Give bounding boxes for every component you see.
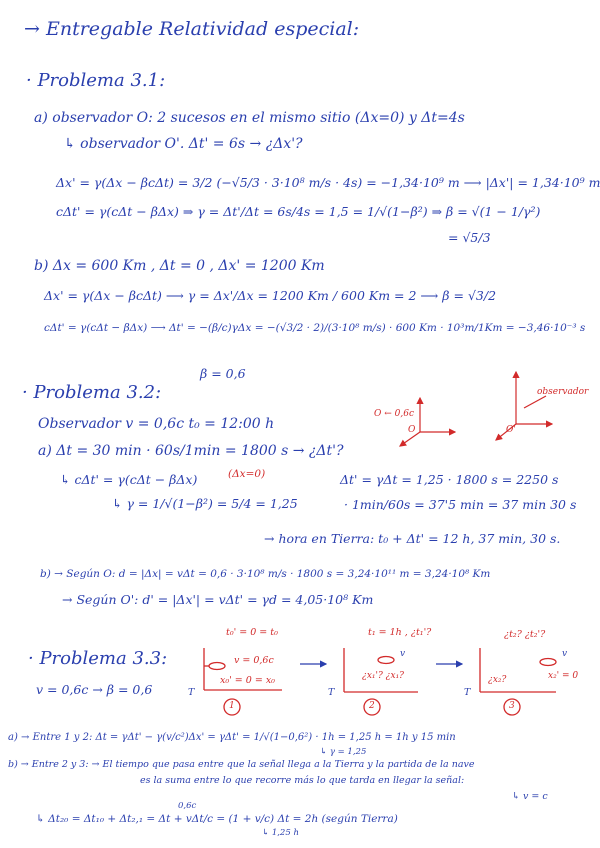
p32-diagram-left-label: O ← 0,6c	[374, 409, 414, 419]
p33-d2-v: v	[400, 649, 406, 659]
p33-d3-axis-label: T	[464, 687, 471, 698]
p33-d2-side: ¿x₁'? ¿x₁?	[362, 671, 405, 681]
p31-b-equation-2: cΔt' = γ(cΔt − βΔx) ⟶ Δt' = −(β/c)γΔx = −(√3/2 · 2)/(3·10⁸ m/s) · 600 Km · 10³m/1Km = −3,46·10⁻³ s	[44, 322, 586, 334]
p32-diagram-right-label: observador	[537, 387, 589, 397]
p33-b-line-2: es la suma entre lo que recorre más lo que tarda en llegar la señal:	[140, 775, 465, 786]
p32-a-result-2: · 1min/60s = 37'5 min = 37 min 30 s	[344, 497, 577, 512]
p33-d2-axis-label: T	[328, 687, 335, 698]
p32-a-equation-1: ↳ cΔt' = γ(cΔt − βΔx)	[60, 472, 198, 487]
p33-d1-velocity: v = 0,6c	[234, 655, 274, 666]
p31-a-question: ↳ observador O'. Δt' = 6s → ¿Δx'?	[64, 136, 303, 152]
p32-a-equation-2: ↳ γ = 1/√(1−β²) = 5/4 = 1,25	[112, 496, 298, 511]
p33-final-sub: ↳ 1,25 h	[262, 828, 299, 838]
p33-given: v = 0,6c → β = 0,6	[36, 682, 153, 697]
p32-b-line-2: → Según O': d' = |Δx'| = vΔt' = γd = 4,05·10⁸ Km	[62, 592, 374, 607]
problem-3-3-heading: · Problema 3.3:	[28, 648, 168, 669]
p33-d3-number: 3	[509, 701, 515, 711]
p33-d3-side: ¿x₂?	[488, 675, 507, 685]
p32-diagram-origin-prime: O'	[506, 425, 516, 435]
p32-observer-line: Observador v = 0,6c t₀ = 12:00 h	[38, 416, 275, 432]
page-title: → Entregable Relatividad especial:	[24, 18, 360, 40]
p33-d3-v: v	[562, 649, 568, 659]
p33-b-vc: ↳ v = c	[512, 791, 548, 802]
p33-b-line-1: b) → Entre 2 y 3: → El tiempo que pasa entre que la señal llega a la Tierra y la partida de la nave	[8, 759, 475, 770]
p32-diagram-origin: O	[408, 425, 416, 435]
p33-diagram-2	[344, 648, 418, 715]
p31-a-equation-1: Δx' = γ(Δx − βcΔt) = 3/2 (−√5/3 · 3·10⁸ m/s · 4s) = −1,34·10⁹ m ⟶ |Δx'| = 1,34·10⁹ m	[56, 175, 600, 190]
p33-final-top: 0,6c	[178, 801, 197, 811]
p31-b-statement: b) Δx = 600 Km , Δt = 0 , Δx' = 1200 Km	[34, 258, 325, 274]
p33-d1-top: t₀' = 0 = t₀	[226, 627, 278, 638]
p31-a-statement: a) observador O: 2 sucesos en el mismo sitio (Δx=0) y Δt=4s	[34, 110, 465, 126]
p31-a-beta-result: = √5/3	[448, 230, 491, 245]
p32-beta: β = 0,6	[200, 366, 246, 381]
p32-a-note-dx0: (Δx=0)	[228, 468, 266, 480]
p32-a-arrival-time: → hora en Tierra: t₀ + Δt' = 12 h, 37 min, 30 s.	[264, 531, 561, 546]
p31-b-equation-1: Δx' = γ(Δx − βcΔt) ⟶ γ = Δx'/Δx = 1200 Km / 600 Km = 2 ⟶ β = √3/2	[44, 288, 497, 303]
problem-3-1-heading: · Problema 3.1:	[26, 70, 166, 91]
p33-a-gamma: ↳ γ = 1,25	[320, 747, 367, 757]
p33-d1-position: x₀' = 0 = x₀	[220, 675, 275, 686]
p31-a-equation-2: cΔt' = γ(cΔt − βΔx) ⇒ γ = Δt'/Δt = 6s/4s = 1,5 = 1/√(1−β²) ⇒ β = √(1 − 1/γ²)	[56, 204, 541, 219]
p33-final-equation: ↳ Δt₂₀ = Δt₁₀ + Δt₂,₁ = Δt + vΔt/c = (1 + v/c) Δt = 2h (según Tierra)	[36, 813, 398, 825]
p33-d3-position: x₂' = 0	[548, 671, 579, 681]
p33-d1-axis-label: T	[188, 687, 195, 698]
p32-a-result-1: Δt' = γΔt = 1,25 · 1800 s = 2250 s	[340, 472, 559, 487]
p33-d3-top: ¿t₂? ¿t₂'?	[504, 629, 546, 640]
p33-d1-number: 1	[229, 701, 235, 711]
p32-a-statement: a) Δt = 30 min · 60s/1min = 1800 s → ¿Δt'?	[38, 443, 344, 459]
problem-3-2-heading: · Problema 3.2:	[22, 382, 162, 403]
p33-d2-number: 2	[369, 701, 375, 711]
p33-a-equation: a) → Entre 1 y 2: Δt = γΔt' − γ(v/c²)Δx' = γΔt' = 1/√(1−0,6²) · 1h = 1,25 h = 1h y 15 min	[8, 732, 456, 743]
p33-d2-top: t₁ = 1h , ¿t₁'?	[368, 627, 432, 638]
p32-b-line-1: b) → Según O: d = |Δx| = vΔt = 0,6 · 3·10⁸ m/s · 1800 s = 3,24·10¹¹ m = 3,24·10⁸ Km	[40, 568, 491, 580]
